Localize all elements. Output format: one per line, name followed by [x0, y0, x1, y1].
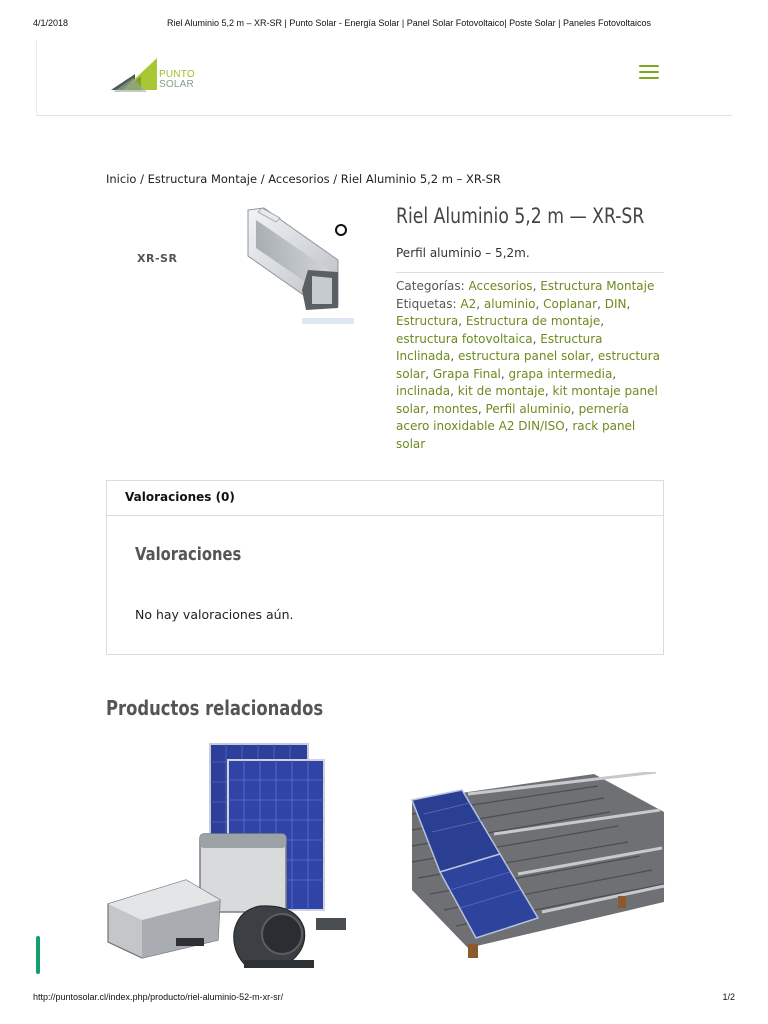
tag-link[interactable]: estructura panel solar [457, 349, 591, 363]
tag-link[interactable]: Grapa Final [432, 366, 501, 381]
tag-link[interactable]: estructura solar [396, 349, 660, 381]
tag-link[interactable]: inclinada [396, 384, 451, 398]
categories-row: Categorías: Accesorios, Estructura Montaje [396, 279, 655, 293]
aluminum-rail-image [106, 200, 376, 340]
product-image[interactable] [106, 200, 376, 340]
site-logo[interactable] [111, 56, 201, 96]
print-page-number: 1/2 [722, 992, 735, 1002]
logo-text-bottom: SOLAR [159, 79, 194, 90]
category-link[interactable]: Accesorios [468, 279, 533, 293]
tag-link[interactable]: aluminio [483, 296, 536, 311]
print-date: 4/1/2018 [33, 18, 69, 28]
related-products-title: Productos relacionados [106, 696, 324, 720]
product-summary [396, 200, 664, 453]
tag-link[interactable]: Estructura Inclinada [396, 331, 603, 363]
logo-mark-icon [111, 56, 159, 96]
category-link[interactable]: Estructura Montaje [540, 279, 655, 293]
tag-link[interactable]: grapa intermedia [508, 366, 613, 381]
tag-link[interactable]: kit de montaje [457, 384, 545, 398]
tags-row: Etiquetas: A2, aluminio, Coplanar, DIN, Estructura, Estructura de montaje, estructura fotovoltaica, Estructura Inclinada, estructura panel solar, estructura solar, Grapa Final, grapa intermedia, inclinada, kit de montaje, kit montaje panel solar, montes, Perfil aluminio, pernería acero inoxidable A2 DIN/ISO, rack panel solar [396, 296, 660, 451]
tab-header [107, 481, 663, 516]
product-image-label: XR-SR [137, 252, 178, 265]
tags-label: Etiquetas: [396, 296, 457, 311]
print-page-title: Riel Aluminio 5,2 m – XR-SR | Punto Solar - Energía Solar | Panel Solar Fotovoltaico| Poste Solar | Paneles Fotovoltaicos [166, 18, 652, 28]
tag-link[interactable]: kit montaje panel solar [396, 384, 658, 416]
product-meta [396, 278, 664, 453]
breadcrumb-separator: / [329, 172, 341, 186]
breadcrumb-current: Riel Aluminio 5,2 m – XR-SR [340, 172, 501, 186]
product-title: Riel Aluminio 5,2 m — XR-SR [396, 204, 645, 228]
reviews-panel-title: Valoraciones [135, 544, 242, 565]
related-product-roof-structure[interactable] [408, 772, 666, 962]
tag-link[interactable]: A2 [460, 296, 477, 311]
categories-label: Categorías: [396, 279, 465, 293]
site-header [36, 40, 732, 116]
solar-kit-panels-inverter-pump-image [106, 742, 356, 972]
breadcrumb-home[interactable]: Inicio [106, 172, 137, 186]
tag-link[interactable]: montes [432, 401, 478, 416]
print-header [0, 18, 768, 32]
no-reviews-text: No hay valoraciones aún. [135, 607, 294, 622]
tag-link[interactable]: estructura fotovoltaica [396, 331, 533, 346]
roof-mounting-structure-image [408, 772, 666, 962]
summary-divider [396, 272, 664, 273]
breadcrumb-estructura-montaje[interactable]: Estructura Montaje [147, 172, 258, 186]
tab-reviews[interactable]: Valoraciones (0) [125, 490, 235, 504]
breadcrumb [106, 172, 501, 186]
breadcrumb-accesorios[interactable]: Accesorios [268, 172, 330, 186]
product-tabs [106, 480, 664, 655]
breadcrumb-separator: / [257, 172, 269, 186]
hamburger-menu-icon[interactable] [639, 64, 659, 80]
tag-link[interactable]: Perfil aluminio [485, 401, 571, 416]
tag-link[interactable]: DIN [604, 296, 627, 311]
print-footer-url: http://puntosolar.cl/index.php/producto/riel-aluminio-52-m-xr-sr/ [33, 992, 284, 1002]
product-short-description: Perfil aluminio – 5,2m. [396, 246, 530, 260]
tag-link[interactable]: Coplanar [543, 296, 598, 311]
logo-text-top: PUNTO [159, 69, 195, 80]
breadcrumb-separator: / [136, 172, 148, 186]
tag-link[interactable]: pernería acero inoxidable A2 DIN/ISO [396, 401, 629, 433]
tag-link[interactable]: rack panel solar [396, 419, 636, 451]
tag-link[interactable]: Estructura [396, 314, 459, 328]
tag-link[interactable]: Estructura de montaje [465, 314, 601, 328]
related-product-solar-kit[interactable] [106, 742, 356, 972]
side-tab-indicator[interactable] [36, 936, 40, 974]
